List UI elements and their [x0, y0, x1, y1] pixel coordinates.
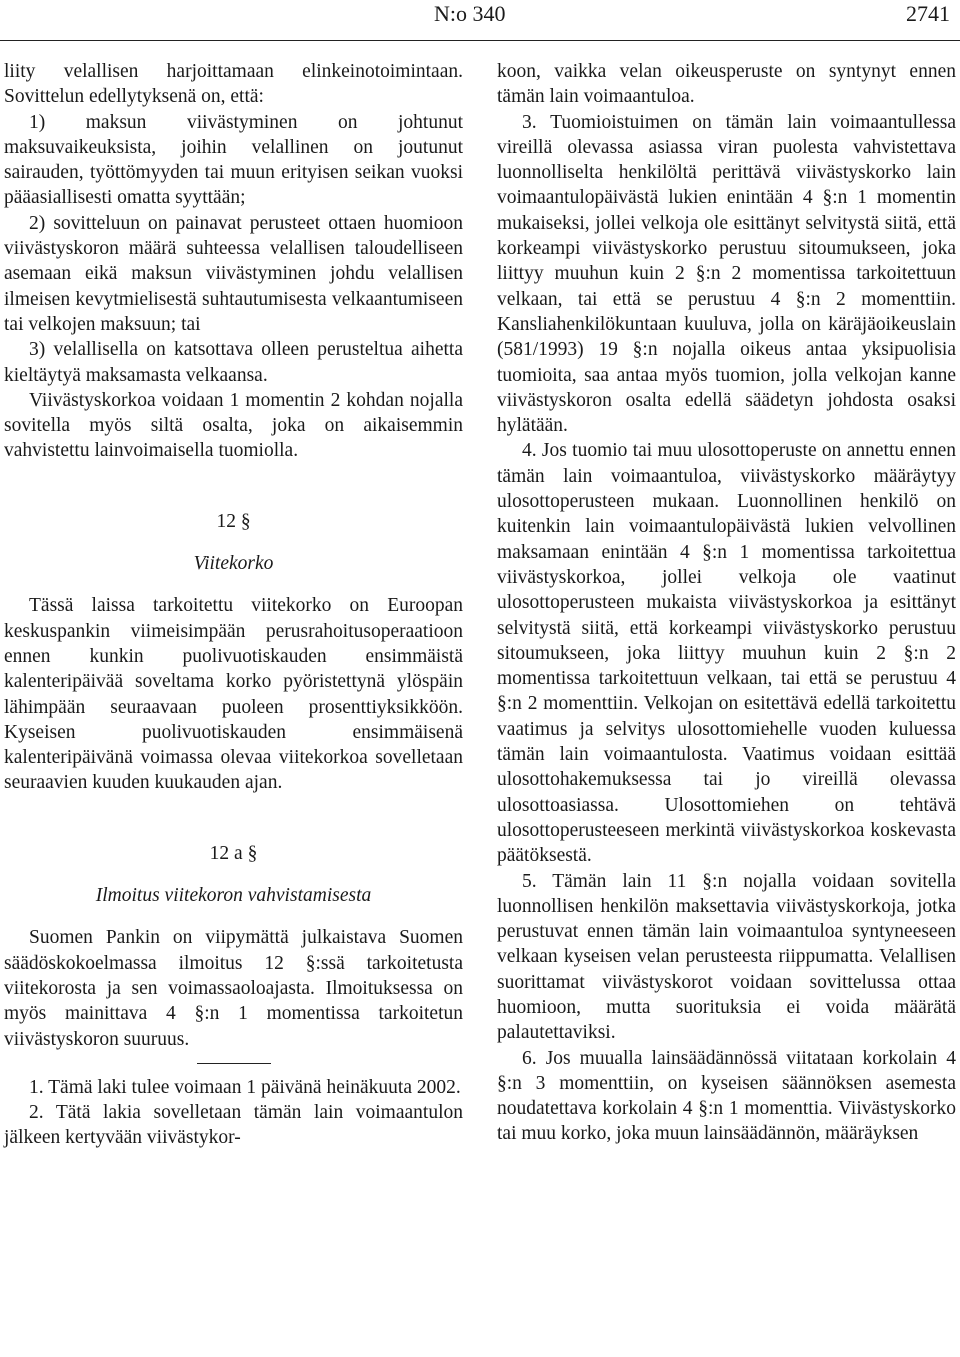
page-header [0, 0, 960, 40]
header-rule [0, 40, 960, 41]
section-12a-number: 12 a § [209, 842, 258, 864]
section-12-number: 12 § [216, 510, 251, 532]
transitional-item-5: 5. Tämän lain 11 §:n nojalla voidaan sovitella luonnollisen henkilön maksettavia viivästyskorkoja, jotka perustuvat ennen tämän lain voimaantuloa syntyneeseen velkaan kyseisen velan perusteesta riippumatta. Velallisen suorittamat viivästyskorot voidaan sovittelussa ottaa huomioon, mutta suorituksia ei voida määrätä palautettaviksi. [497, 870, 956, 1044]
section-12a-title: Ilmoitus viitekoron vahvistamisesta [95, 885, 372, 907]
condition-2: 2) sovitteluun on painavat perusteet ottaen huomioon viivästyskoron määrä suhteessa velallisen taloudelliseen asemaan eikä maksun viivästyminen johdu velallisen ilmeisen kevytmielisestä suhtautumisesta velkaantumiseen tai velkojen maksuun; tai [4, 212, 463, 335]
document-number: N:o 340 [434, 1, 506, 26]
paragraph-continuation: koon, vaikka velan oikeusperuste on syntynyt ennen tämän lain voimaantuloa. [497, 61, 956, 108]
transitional-item-4: 4. Jos tuomio tai muu ulosottoperuste on annettu ennen tämän lain voimaantuloa, viivästyskorko määräytyy ulosottoperusteen mukaan. Luonnollinen henkilö on kuitenkin lain voimaantulopäivästä lukien velvollinen maksamaan enintään 4 §:n 1 momentissa tarkoitettua viivästyskorkoa, jollei velkoja ole vaatinut ulosottoperusteen mukaista viivästyskorkoa ja esittänyt selvitystä siitä, että korkeampi viivästyskorko perustuu sitoumukseen, joka liittyy muuhun kuin 2 §:n 2 momentissa tarkoitettuun velkaan, tai että se perustuu 4 §:n 2 momenttiin. Velkojan on esitettävä edellä tarkoitettu vaatimus ja selvitys ulosottomiehelle vuoden kuluessa tämän lain voimaantulosta. Vaatimus voidaan esittää ulosottohakemuksessa tai jo vireillä olevassa ulosottoasiassa. Ulosottomiehen on tehtävä ulosottoperusteeseen merkintä viivästyskorkoa koskevasta päätöksestä. [497, 440, 956, 867]
right-column [497, 59, 956, 1147]
paragraph-conciliation: Viivästyskorkoa voidaan 1 momentin 2 kohdan nojalla sovitella myös siltä osalta, joka on aikaisemmin vahvistettu lainvoimaisella tuomiolla. [4, 389, 463, 462]
transitional-item-2: 2. Tätä lakia sovelletaan tämän lain voimaantulon jälkeen kertyvään viivästykor- [4, 1102, 463, 1149]
transitional-item-6: 6. Jos muualla lainsäädännössä viitataan korkolain 4 §:n 3 momenttiin, on kyseisen säännöksen asemesta noudatettava korkolain 4 §:n 1 momenttia. Viivästyskorko tai muu korko, joka muun lainsäädännön, määräyksen [497, 1047, 956, 1145]
left-column [4, 59, 463, 1151]
transitional-item-1: 1. Tämä laki tulee voimaan 1 päivänä heinäkuuta 2002. [29, 1076, 461, 1098]
paragraph-intro: liity velallisen harjoittamaan elinkeinotoimintaan. Sovittelun edellytyksenä on, että: [4, 61, 463, 108]
condition-3: 3) velallisella on katsottava olleen perusteltua aihetta kieltäytyä maksamasta velkaansa. [4, 339, 463, 386]
transitional-item-3: 3. Tuomioistuimen on tämän lain voimaantullessa vireillä olevassa asiassa viran puolesta vahvistettava luonnolliselta henkilöltä perittävä viivästyskorko lain voimaantulopäivästä lukien enintään 4 §:n 1 momentin mukaiseksi, jollei velkoja ole esittänyt selvitystä siitä, että korkeampi viivästyskorko perustuu sitoumukseen, joka liittyy muuhun kuin 2 §:n 2 momentissa tarkoitettuun velkaan, tai että se perustuu 4 §:n 2 momenttiin. Kansliahenkilökuntaan kuuluva, jolla on käräjäoikeuslain (581/1993) 19 §:n nojalla oikeus antaa yksipuolisia tuomioita, saa antaa myös tuomion, jolla velkojan kanne viivästyskoron osalta edellä säädetyn johdosta osaksi hylätään. [497, 111, 956, 437]
section-12-title: Viitekorko [193, 553, 274, 575]
condition-1: 1) maksun viivästyminen on johtunut maksuvaikeuksista, joihin velallinen on joutunut sairauden, työttömyyden tai muun erityisen seikan vuoksi pääasiallisesti omatta syyttään; [4, 111, 463, 209]
section-12a-text: Suomen Pankin on viipymättä julkaistava Suomen säädöskokoelmassa ilmoitus 12 §:ssä tarkoitetusta viitekorosta ja sen voimassaoloajasta. Ilmoituksessa on myös mainittava 4 §:n 1 momentissa tarkoitetun viivästyskoron suuruus. [4, 927, 463, 1050]
page-number: 2741 [906, 1, 950, 26]
section-12-text: Tässä laissa tarkoitettu viitekorko on Euroopan keskuspankin viimeisimpään perusrahoitusoperaatioon ennen kunkin puolivuotiskauden ensimmäistä kalenteripäivää soveltama korko pyöristettynä ylöspäin lähimpään seuraavaan puoleen prosenttiyksikköön. Kyseisen puolivuotiskauden ensimmäisenä kalenteripäivänä voimassa olevaa viitekorkoa sovelletaan seuraavien kuuden kuukauden ajan. [4, 595, 463, 794]
